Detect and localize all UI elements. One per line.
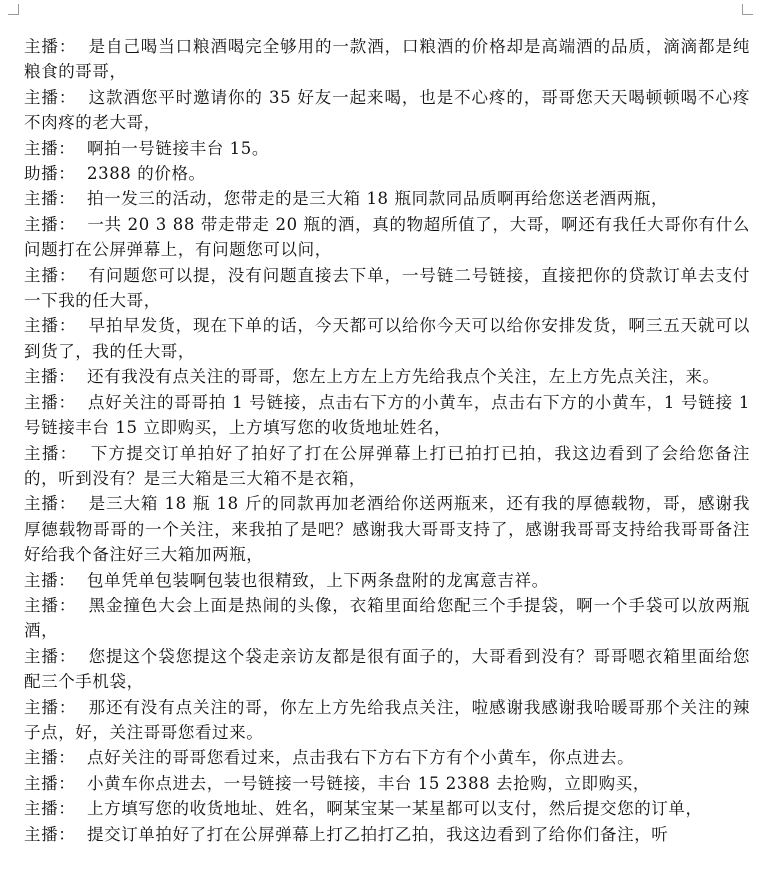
speech-text: 小黄车你点进去，一号链接一号链接，丰台 15 2388 去抢购，立即购买， <box>75 773 650 793</box>
speaker-label: 主播： <box>24 443 78 463</box>
speaker-label: 主播： <box>24 570 76 590</box>
speech-text: 提交订单拍好了打在公屏弹幕上打乙拍打乙拍，我这边看到了给你们备注，听 <box>75 824 669 844</box>
transcript-line <box>24 771 750 796</box>
speaker-label: 主播： <box>24 494 77 514</box>
transcript-line <box>24 161 750 186</box>
transcript-line <box>24 136 750 161</box>
transcript-line <box>24 186 750 211</box>
speech-text: 这款酒您平时邀请你的 35 好友一起来喝，也是不心疼的，哥哥您天天喝顿顿喝不心疼不肉疼的老大哥， <box>24 87 750 133</box>
speaker-label: 主播： <box>24 87 77 107</box>
speech-text: 包单凭单包装啊包装也很精致，上下两条盘附的龙寓意吉祥。 <box>75 570 549 590</box>
speech-text: 点好关注的哥哥拍 1 号链接，点击右下方的小黄车，点击右下方的小黄车，1 号链接 1 号链接丰台 15 立即购买，上方填写您的收货地址姓名， <box>24 392 756 438</box>
transcript-line <box>24 644 750 695</box>
speaker-label: 主播： <box>24 697 77 717</box>
speech-text: 您提这个袋您提这个袋走亲访友都是很有面子的，大哥看到没有？哥哥嗯衣箱里面给您配三个手机袋， <box>24 646 750 692</box>
margin-corner-mark-right <box>742 4 753 15</box>
speaker-label: 主播： <box>24 37 77 56</box>
speaker-label: 主播： <box>24 646 77 666</box>
transcript-line <box>24 263 750 314</box>
transcript-line <box>24 822 750 847</box>
speaker-label: 主播： <box>24 316 77 336</box>
speech-text: 啊拍一号链接丰台 15。 <box>75 138 269 158</box>
transcript-line <box>24 441 750 492</box>
speech-text: 点好关注的哥哥您看过来，点击我右下方右下方有个小黄车，你点进去。 <box>75 748 635 768</box>
transcript-line <box>24 313 750 364</box>
speech-text: 上方填写您的收货地址、姓名，啊某宝某一某星都可以支付，然后提交您的订单， <box>75 799 703 819</box>
speaker-label: 主播： <box>24 265 77 285</box>
speaker-label: 主播： <box>24 189 76 209</box>
transcript-line <box>24 85 750 136</box>
speech-text: 是自己喝当口粮酒喝完全够用的一款酒，口粮酒的价格却是高端酒的品质，滴滴都是纯粮食的哥哥， <box>24 37 750 82</box>
transcript-line <box>24 593 750 644</box>
speaker-label: 主播： <box>24 138 76 158</box>
transcript-line <box>24 568 750 593</box>
transcript-line <box>24 745 750 770</box>
speaker-label: 主播： <box>24 367 76 387</box>
transcript-line <box>24 796 750 821</box>
speech-text: 那还有没有点关注的哥，你左上方先给我点关注，啦感谢我感谢我哈暖哥那个关注的辣子点，好，关注哥哥您看过来。 <box>24 697 750 742</box>
transcript-line <box>24 34 750 85</box>
speech-text: 2388 的价格。 <box>75 164 206 184</box>
transcript-line <box>24 491 750 567</box>
transcript-line <box>24 212 750 263</box>
speaker-label: 主播： <box>24 748 76 768</box>
transcript-body <box>24 34 756 847</box>
speaker-label: 主播： <box>24 773 76 793</box>
speaker-label: 主播： <box>24 799 76 819</box>
transcript-line <box>24 695 750 746</box>
speech-text: 下方提交订单拍好了拍好了打在公屏弹幕上打已拍打已拍，我这边看到了会给您备注的，听到没有？是三大箱是三大箱不是衣箱， <box>24 443 751 488</box>
transcript-line <box>24 364 750 389</box>
speech-text: 是三大箱 18 瓶 18 斤的同款再加老酒给你送两瓶来，还有我的厚德载物，哥，感谢我厚德载物哥哥的一个关注，来我拍了是吧？感谢我大哥哥支持了，感谢我哥哥支持给我哥哥备注好给我个备注好三大箱加两瓶， <box>24 494 750 565</box>
transcript-line <box>24 390 756 441</box>
speaker-label: 主播： <box>24 824 76 844</box>
speaker-label: 助播： <box>24 164 76 184</box>
speech-text: 拍一发三的活动，您带走的是三大箱 18 瓶同款同品质啊再给您送老酒两瓶， <box>75 189 669 209</box>
speech-text: 还有我没有点关注的哥哥，您左上方左上方先给我点个关注，左上方先点关注，来。 <box>75 367 720 387</box>
speaker-label: 主播： <box>24 214 76 234</box>
speech-text: 黑金撞色大会上面是热闹的头像，衣箱里面给您配三个手提袋，啊一个手袋可以放两瓶酒， <box>24 595 750 641</box>
speech-text: 一共 20 3 88 带走带走 20 瓶的酒，真的物超所值了，大哥，啊还有我任大哥你有什么问题打在公屏弹幕上，有问题您可以问， <box>24 214 750 260</box>
speech-text: 有问题您可以提，没有问题直接去下单，一号链二号链接，直接把你的贷款订单去支付一下我的任大哥， <box>24 265 750 311</box>
speaker-label: 主播： <box>24 595 77 615</box>
speaker-label: 主播： <box>24 392 76 412</box>
speech-text: 早拍早发货，现在下单的话，今天都可以给你今天可以给你安排发货，啊三五天就可以到货了，我的任大哥， <box>24 316 750 361</box>
margin-corner-mark-left <box>8 4 19 15</box>
